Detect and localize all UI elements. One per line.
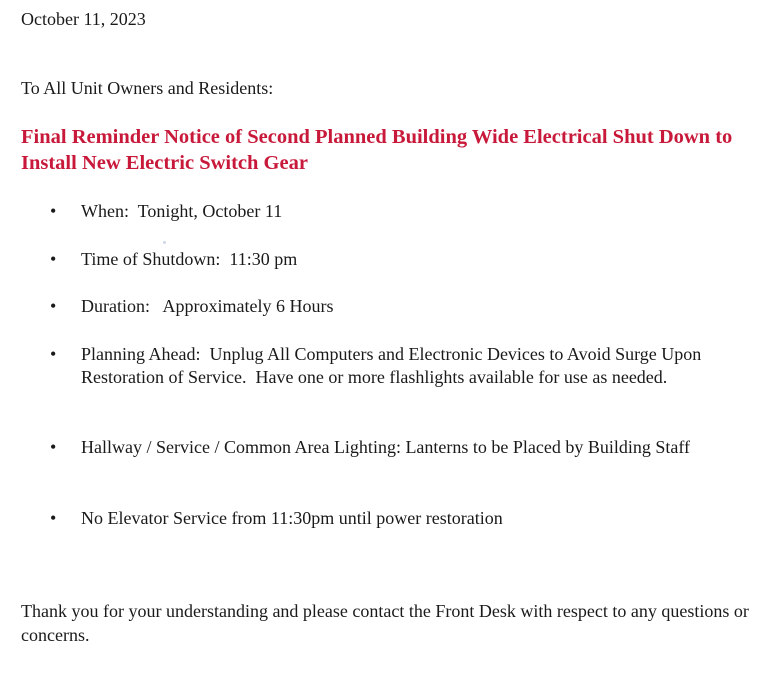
notice-title: Final Reminder Notice of Second Planned Building Wide Electrical Shut Down to Install New Electric Switch Gear [21, 126, 733, 174]
bullet-text: Hallway / Service / Common Area Lighting: Lanterns to be Placed by Building Staff [81, 437, 691, 457]
scan-speck [163, 241, 166, 244]
bullet-icon: • [50, 437, 57, 457]
bullet-icon: • [50, 249, 57, 269]
bullet-icon: • [50, 508, 57, 528]
bullet-icon: • [50, 201, 57, 221]
notice-date: October 11, 2023 [21, 9, 146, 29]
bullet-text: Planning Ahead: Unplug All Computers and Electronic Devices to Avoid Surge Upon Restoration of Service. Have one or more flashlights available for use as needed. [81, 344, 706, 387]
bullet-icon: • [50, 296, 57, 316]
bullet-icon: • [50, 344, 57, 364]
bullet-text: When: Tonight, October 11 [81, 201, 283, 221]
bullet-text: No Elevator Service from 11:30pm until power restoration [81, 508, 503, 528]
bullet-text: Time of Shutdown: 11:30 pm [81, 249, 298, 269]
closing-paragraph: Thank you for your understanding and please contact the Front Desk with respect to any questions or concerns. [21, 601, 749, 645]
bullet-text: Duration: Approximately 6 Hours [81, 296, 334, 316]
salutation: To All Unit Owners and Residents: [21, 78, 274, 98]
